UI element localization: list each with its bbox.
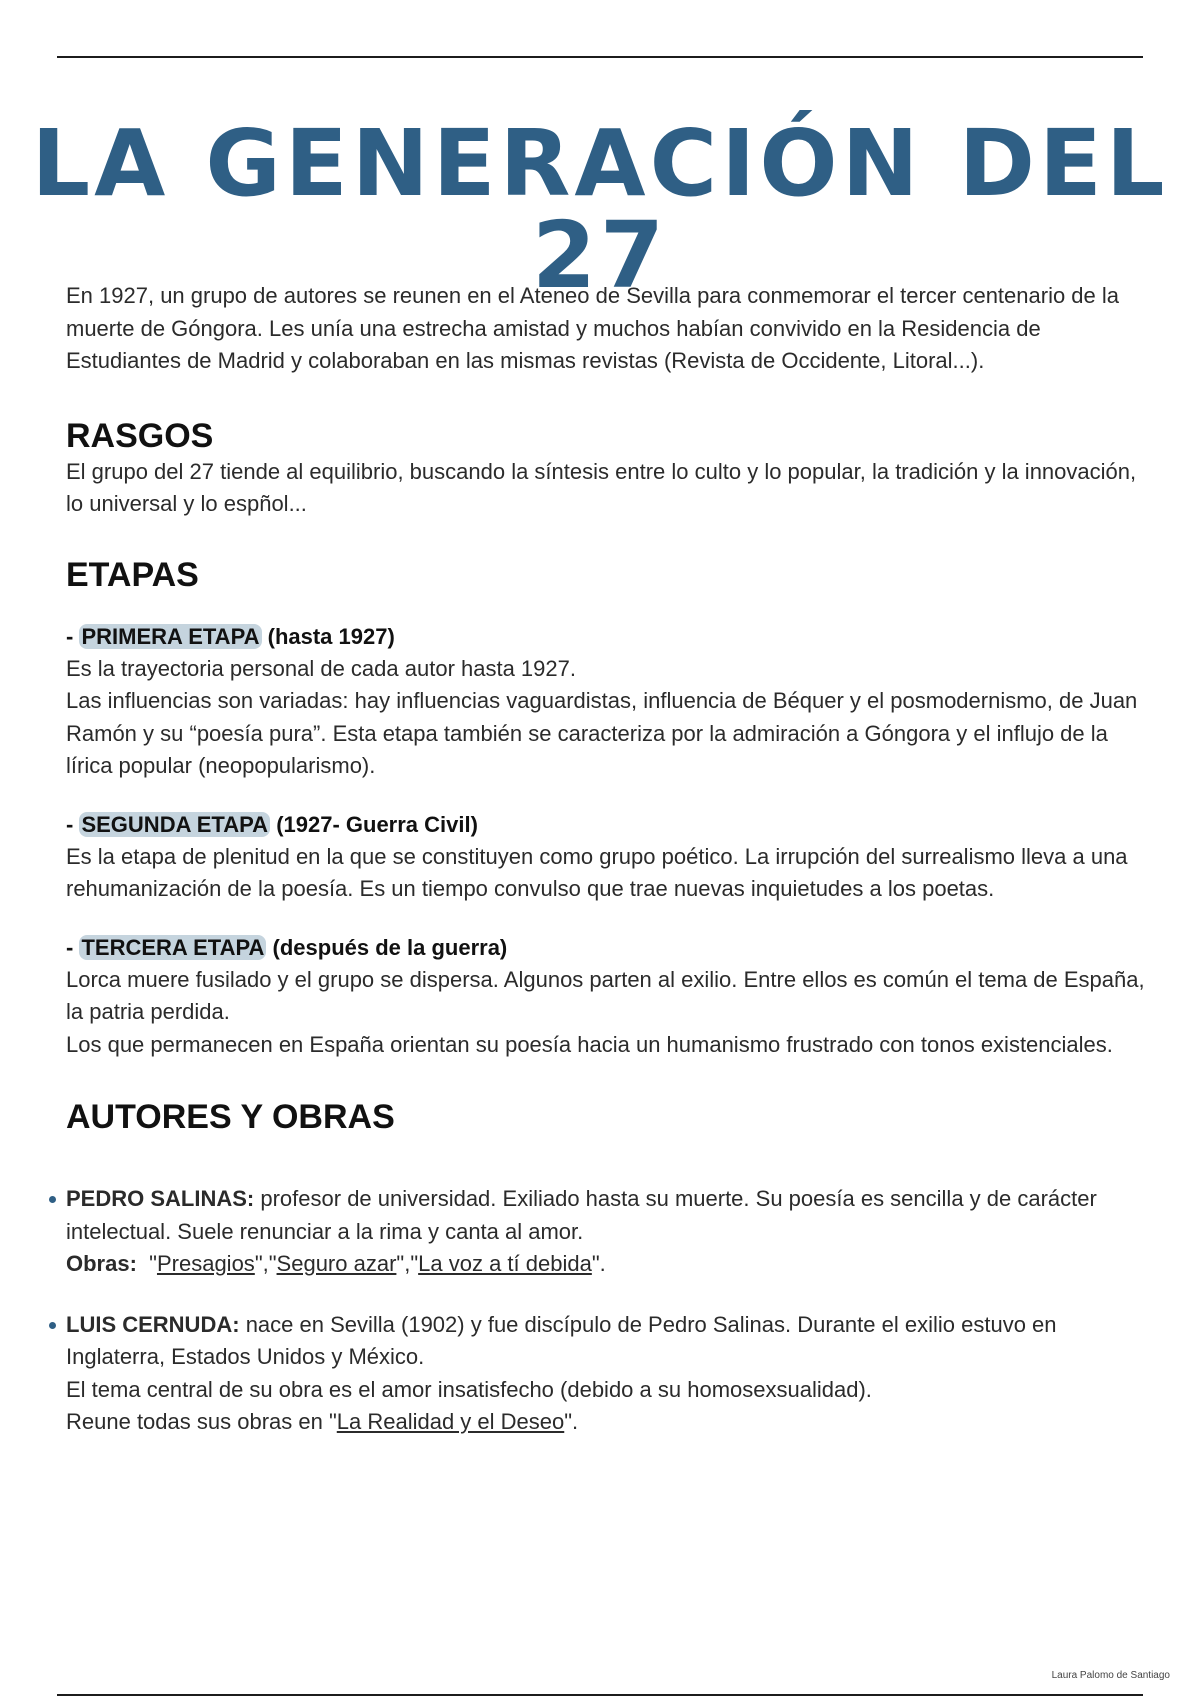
stage-name: TERCERA ETAPA	[81, 934, 265, 960]
stage-name: PRIMERA ETAPA	[81, 623, 260, 649]
author-works	[66, 1406, 1156, 1439]
author-works: Obras: "Presagios","Seguro azar","La voz a tí debida".	[66, 1251, 606, 1276]
intro-paragraph: En 1927, un grupo de autores se reunen en el Ateneo de Sevilla para conmemorar el tercer centenario de la muerte de Góngora. Les unía una estrecha amistad y muchos habían convivido en la Residencia de Estudiantes de Madrid y colaboraban en las mismas revistas (Revista de Occidente, Litoral...).	[66, 283, 1120, 373]
rasgos-heading: RASGOS	[66, 416, 214, 455]
works-label: Obras:	[66, 1251, 137, 1276]
stage-tercera	[66, 932, 1156, 1062]
stage-heading: - TERCERA ETAPA (después de la guerra)	[66, 934, 508, 960]
stage-heading: - PRIMERA ETAPA (hasta 1927)	[66, 623, 395, 649]
author-theme: El tema central de su obra es el amor insatisfecho (debido a su homosexsualidad).	[66, 1376, 872, 1402]
works-suffix: ".	[564, 1409, 579, 1434]
bottom-rule	[57, 1694, 1143, 1696]
author-description	[66, 1309, 1156, 1374]
stage-name: SEGUNDA ETAPA	[81, 811, 269, 837]
author-description	[66, 1183, 1156, 1248]
stage-paragraph: Las influencias son variadas: hay influencias vaguardistas, influencia de Béquer y el posmodernismo, de Juan Ramón y su “poesía pura”. Esta etapa también se caracteriza por la admiración a Góngora y el influjo de la lírica popular (neopopularismo).	[66, 688, 1138, 778]
author-cernuda	[66, 1309, 1156, 1439]
autores-heading: AUTORES Y OBRAS	[66, 1098, 395, 1136]
stage-paragraph: Es la etapa de plenitud en la que se constituyen como grupo poético. La irrupción del surrealismo lleva a una rehumanización de la poesía. Es un tiempo convulso que trae nuevas inquietudes a los poetas.	[66, 843, 1128, 901]
stage-period: (hasta 1927)	[267, 623, 395, 649]
stage-paragraph: Es la trayectoria personal de cada autor hasta 1927.	[66, 655, 576, 681]
document-body	[66, 280, 1156, 1439]
stage-primera	[66, 621, 1156, 783]
etapas-heading: ETAPAS	[66, 555, 199, 594]
work-title: Presagios	[156, 1251, 255, 1276]
bullet-icon	[49, 1322, 56, 1329]
stage-period: (1927- Guerra Civil)	[276, 811, 478, 837]
stage-heading: - SEGUNDA ETAPA (1927- Guerra Civil)	[66, 811, 478, 837]
author-name: LUIS CERNUDA:	[66, 1311, 240, 1337]
stage-paragraph: Los que permanecen en España orientan su poesía hacia un humanismo frustrado con tonos existenciales.	[66, 1031, 1113, 1057]
work-title: La voz a tí debida	[418, 1251, 592, 1276]
author-name: PEDRO SALINAS:	[66, 1186, 255, 1211]
stage-period: (después de la guerra)	[272, 934, 508, 960]
rasgos-text: El grupo del 27 tiende al equilibrio, buscando la síntesis entre lo culto y lo popular, la tradición y la innovación, lo universal y lo espñol...	[66, 458, 1137, 516]
work-title: La Realidad y el Deseo	[336, 1409, 565, 1434]
stage-segunda	[66, 809, 1156, 906]
author-text: profesor de universidad. Exiliado hasta su muerte. Su poesía es sencilla y de carácter intelectual. Suele renunciar a la rima y canta al amor.	[66, 1186, 1097, 1244]
work-title: Seguro azar	[276, 1251, 397, 1276]
bullet-icon	[49, 1196, 56, 1203]
author-salinas	[66, 1183, 1156, 1281]
top-rule	[57, 56, 1143, 58]
works-prefix: Reune todas sus obras en "	[66, 1409, 337, 1434]
page-title: LA GENERACIÓN DEL 27	[31, 110, 1169, 309]
author-credit: Laura Palomo de Santiago	[1051, 1670, 1170, 1681]
stage-paragraph: Lorca muere fusilado y el grupo se dispersa. Algunos parten al exilio. Entre ellos es común el tema de España, la patria perdida.	[66, 966, 1145, 1024]
author-text: nace en Sevilla (1902) y fue discípulo de Pedro Salinas. Durante el exilio estuvo en Inglaterra, Estados Unidos y México.	[66, 1311, 1057, 1369]
